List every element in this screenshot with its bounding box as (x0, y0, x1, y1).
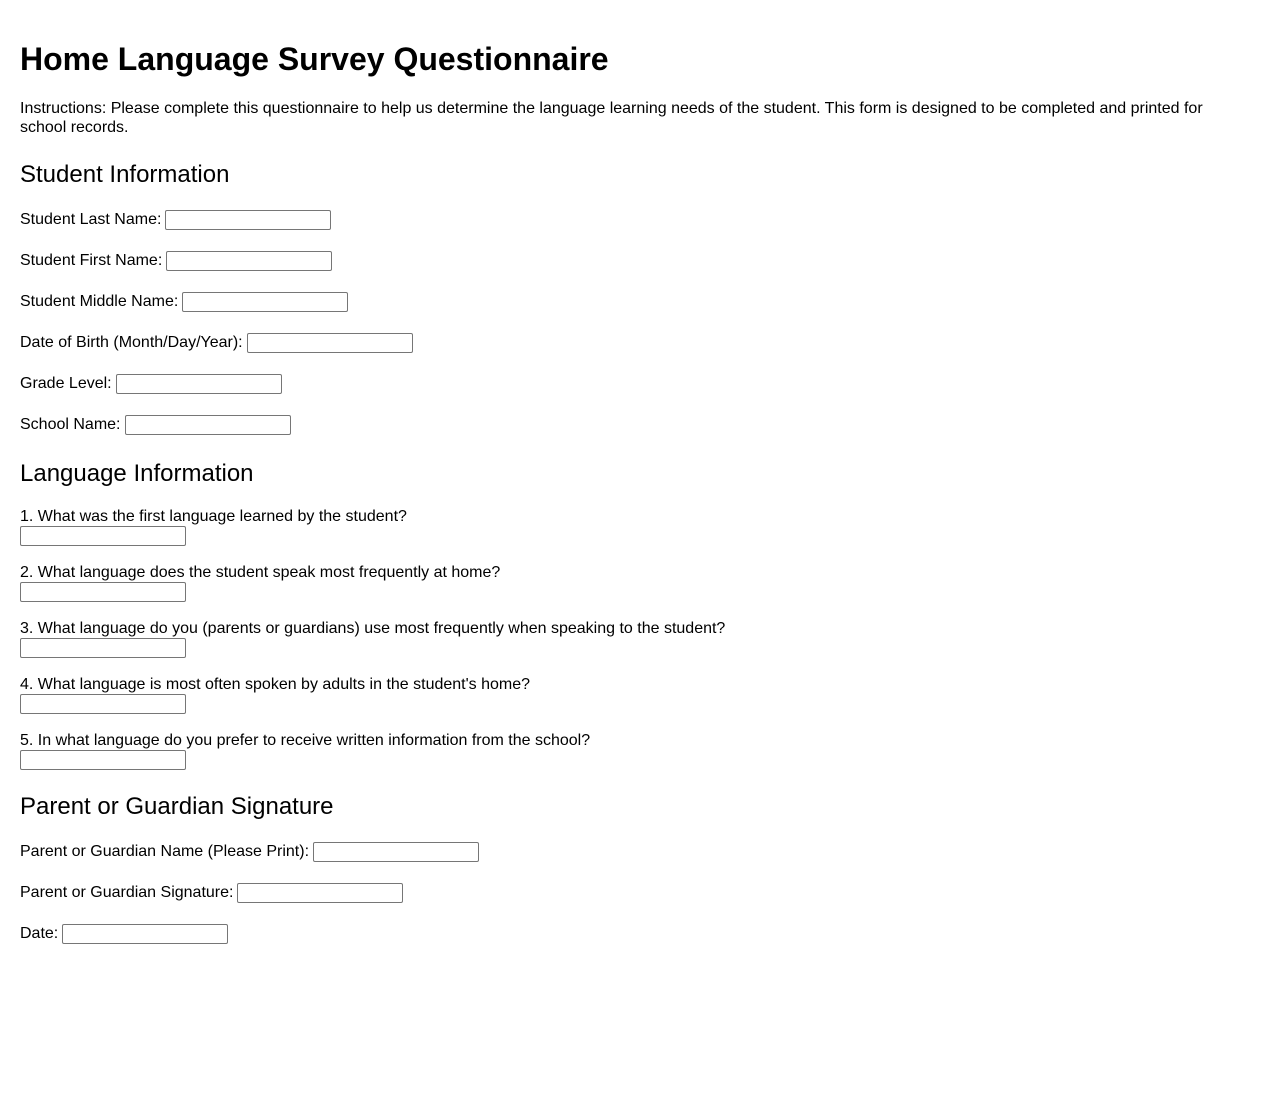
guardian-signature-label: Parent or Guardian Signature: (20, 884, 234, 901)
signature-date-input[interactable] (62, 924, 228, 944)
student-last-name-input[interactable] (165, 210, 331, 230)
question-1 (20, 508, 1242, 546)
signature-date-label: Date: (20, 925, 59, 942)
question-4-input[interactable] (20, 694, 186, 714)
question-2-input[interactable] (20, 582, 186, 602)
language-information-heading: Language Information (20, 460, 254, 487)
grade-level-row (20, 373, 1242, 395)
student-first-name-input[interactable] (166, 251, 332, 271)
question-5-label: 5. In what language do you prefer to receive written information from the school? (20, 732, 591, 749)
signature-section (20, 793, 1242, 945)
student-middle-name-input[interactable] (182, 292, 348, 312)
student-first-name-row (20, 250, 1242, 272)
date-of-birth-row (20, 332, 1242, 354)
student-information-section (20, 161, 1242, 436)
question-1-input[interactable] (20, 526, 186, 546)
date-of-birth-label: Date of Birth (Month/Day/Year): (20, 334, 243, 351)
student-middle-name-row (20, 291, 1242, 313)
page-title: Home Language Survey Questionnaire (20, 41, 609, 77)
question-3 (20, 620, 1242, 658)
question-4-label: 4. What language is most often spoken by adults in the student's home? (20, 676, 531, 693)
guardian-signature-input[interactable] (237, 883, 403, 903)
student-middle-name-label: Student Middle Name: (20, 293, 179, 310)
guardian-name-label: Parent or Guardian Name (Please Print): (20, 843, 310, 860)
school-name-input[interactable] (125, 415, 291, 435)
guardian-signature-row (20, 882, 1242, 904)
instructions-text: Instructions: Please complete this questionnaire to help us determine the language learning needs of the student. This form is designed to be completed and printed for school records. (20, 100, 1203, 136)
question-2-label: 2. What language does the student speak most frequently at home? (20, 564, 501, 581)
language-information-section (20, 460, 1242, 770)
guardian-name-input[interactable] (313, 842, 479, 862)
grade-level-label: Grade Level: (20, 375, 112, 392)
question-1-label: 1. What was the first language learned by the student? (20, 508, 407, 525)
question-4 (20, 676, 1242, 714)
student-first-name-label: Student First Name: (20, 252, 163, 269)
grade-level-input[interactable] (116, 374, 282, 394)
guardian-name-row (20, 841, 1242, 863)
signature-date-row (20, 923, 1242, 945)
school-name-label: School Name: (20, 416, 121, 433)
signature-heading: Parent or Guardian Signature (20, 793, 334, 820)
student-last-name-row (20, 209, 1242, 231)
question-2 (20, 564, 1242, 602)
school-name-row (20, 414, 1242, 436)
question-3-label: 3. What language do you (parents or guardians) use most frequently when speaking to the student? (20, 620, 726, 637)
student-last-name-label: Student Last Name: (20, 211, 162, 228)
date-of-birth-input[interactable] (247, 333, 413, 353)
question-5 (20, 732, 1242, 770)
student-information-heading: Student Information (20, 161, 230, 188)
question-5-input[interactable] (20, 750, 186, 770)
question-3-input[interactable] (20, 638, 186, 658)
